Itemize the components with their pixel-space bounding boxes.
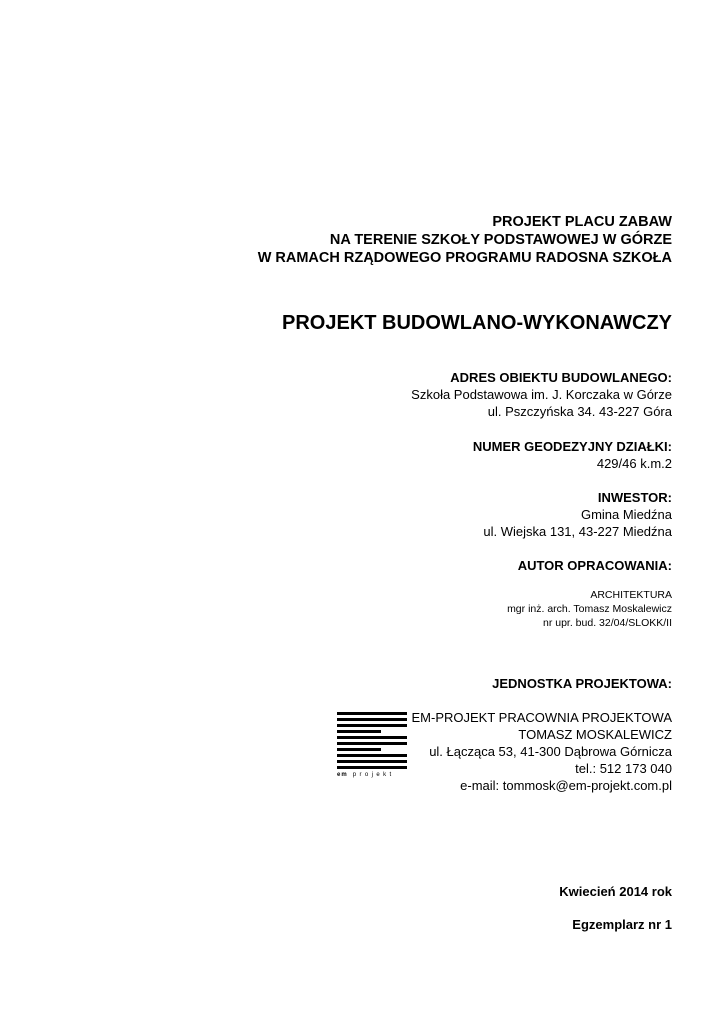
em-projekt-logo — [337, 712, 409, 794]
unit-line: EM-PROJEKT PRACOWNIA PROJEKTOWA — [411, 710, 672, 725]
investor-heading: INWESTOR: — [597, 490, 672, 505]
unit-line: tel.: 512 173 040 — [575, 761, 672, 776]
author-line: nr upr. bud. 32/04/SLOKK/II — [543, 617, 672, 629]
unit-heading: JEDNOSTKA PROJEKTOWA: — [492, 676, 672, 691]
investor-section — [483, 489, 672, 540]
parcel-heading: NUMER GEODEZYJNY DZIAŁKI: — [472, 439, 672, 454]
investor-line: ul. Wiejska 131, 43-227 Miedźna — [483, 524, 672, 539]
document-date: Kwiecień 2014 rok — [559, 884, 672, 899]
investor-line: Gmina Miedźna — [580, 507, 672, 522]
project-title-line: W RAMACH RZĄDOWEGO PROGRAMU RADOSNA SZKOŁA — [257, 250, 672, 266]
unit-line: e-mail: tommosk@em-projekt.com.pl — [460, 778, 672, 793]
author-heading: AUTOR OPRACOWANIA: — [517, 558, 672, 573]
address-line: ul. Pszczyńska 34. 43-227 Góra — [487, 404, 672, 419]
author-details — [507, 588, 672, 630]
copy-number: Egzemplarz nr 1 — [572, 917, 672, 932]
unit-line: TOMASZ MOSKALEWICZ — [518, 727, 672, 742]
project-title-line: NA TERENIE SZKOŁY PODSTAWOWEJ W GÓRZE — [329, 232, 672, 248]
parcel-section — [473, 438, 672, 472]
project-title — [258, 213, 672, 267]
author-line: mgr inż. arch. Tomasz Moskalewicz — [507, 603, 672, 615]
author-line: ARCHITEKTURA — [590, 589, 672, 601]
main-title: PROJEKT BUDOWLANO-WYKONAWCZY — [282, 312, 672, 334]
project-title-line: PROJEKT PLACU ZABAW — [492, 214, 672, 230]
logo-caption: em projekt — [337, 772, 395, 778]
unit-details — [411, 709, 672, 794]
parcel-number: 429/46 k.m.2 — [596, 456, 672, 471]
address-line: Szkoła Podstawowa im. J. Korczaka w Górze — [411, 387, 672, 402]
address-section — [411, 369, 672, 420]
address-heading: ADRES OBIEKTU BUDOWLANEGO: — [450, 370, 672, 385]
unit-line: ul. Łącząca 53, 41-300 Dąbrowa Górnicza — [429, 744, 672, 759]
